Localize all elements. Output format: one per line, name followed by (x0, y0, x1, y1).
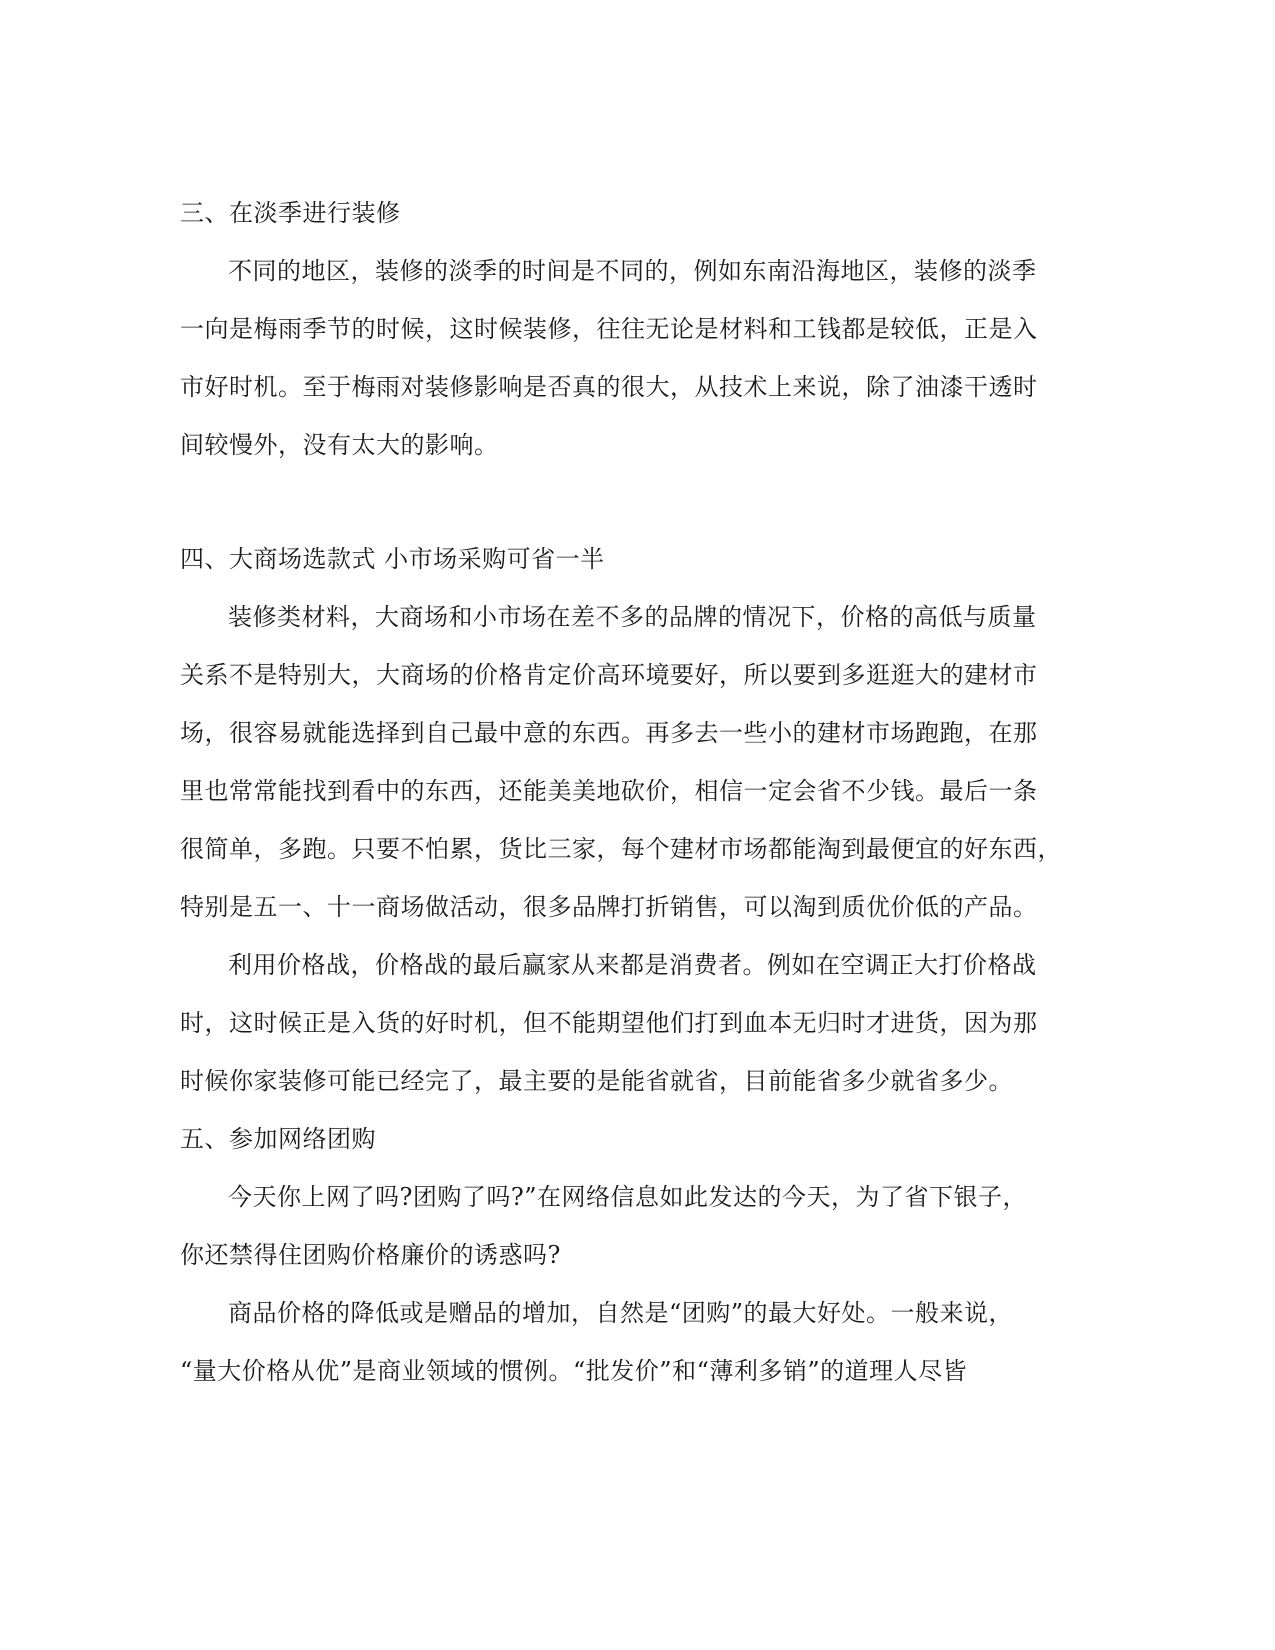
paragraph-line: 一向是梅雨季节的时候，这时候装修，往往无论是材料和工钱都是较低，正是入 (180, 315, 1038, 343)
section-heading: 三、在淡季进行装修 (180, 199, 401, 227)
paragraph-line: 场，很容易就能选择到自己最中意的东西。再多去一些小的建材市场跑跑，在那 (180, 719, 1038, 747)
paragraph-line: 时候你家装修可能已经完了，最主要的是能省就省，目前能省多少就省多少。 (180, 1067, 1013, 1095)
section-heading: 四、大商场选款式 小市场采购可省一半 (180, 545, 605, 573)
paragraph-line: 今天你上网了吗?团购了吗?”在网络信息如此发达的今天，为了省下银子， (228, 1183, 1028, 1211)
paragraph-line: 很简单，多跑。只要不怕累，货比三家，每个建材市场都能淘到最便宜的好东西， (180, 835, 1062, 863)
paragraph-line: “量大价格从优”是商业领域的惯例。“批发价”和“薄利多销”的道理人尽皆 (180, 1357, 968, 1385)
paragraph-line: 你还禁得住团购价格廉价的诱惑吗? (180, 1241, 561, 1269)
paragraph-line: 里也常常能找到看中的东西，还能美美地砍价，相信一定会省不少钱。最后一条 (180, 777, 1038, 805)
paragraph-line: 市好时机。至于梅雨对装修影响是否真的很大，从技术上来说，除了油漆干透时 (180, 373, 1038, 401)
paragraph-line: 商品价格的降低或是赠品的增加，自然是“团购”的最大好处。一般来说， (228, 1299, 1014, 1327)
paragraph-line: 利用价格战，价格战的最后赢家从来都是消费者。例如在空调正大打价格战 (228, 951, 1037, 979)
paragraph-line: 特别是五一、十一商场做活动，很多品牌打折销售，可以淘到质优价低的产品。 (180, 893, 1038, 921)
paragraph-line: 不同的地区，装修的淡季的时间是不同的，例如东南沿海地区，装修的淡季 (228, 257, 1037, 285)
paragraph-line: 时，这时候正是入货的好时机，但不能期望他们打到血本无归时才进货，因为那 (180, 1009, 1038, 1037)
paragraph-line: 关系不是特别大，大商场的价格肯定价高环境要好，所以要到多逛逛大的建材市 (180, 661, 1038, 689)
paragraph-line: 装修类材料，大商场和小市场在差不多的品牌的情况下，价格的高低与质量 (228, 603, 1037, 631)
section-heading: 五、参加网络团购 (180, 1125, 376, 1153)
paragraph-line: 间较慢外，没有太大的影响。 (180, 431, 499, 459)
